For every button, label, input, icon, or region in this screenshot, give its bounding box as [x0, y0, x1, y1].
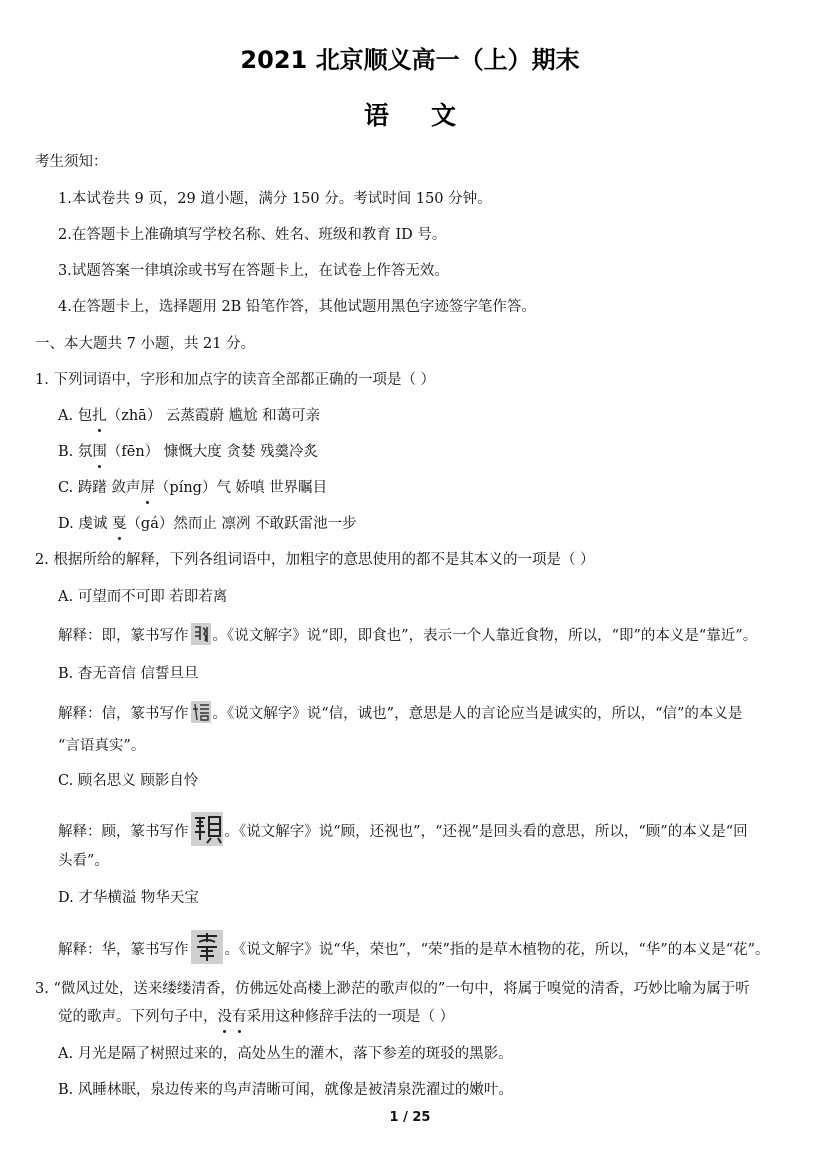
question-3-stem-cont	[58, 1007, 454, 1027]
notice-item: 4.在答题卡上，选择题用 2B 铅笔作答，其他试题用黑色字迹签字笔作答。	[58, 299, 536, 315]
page-number: 1 / 25	[389, 1110, 431, 1125]
q2-explanation-b-cont: “言语真实”。	[58, 738, 146, 754]
explanation-text: 解释：即，篆书写作	[58, 628, 189, 644]
seal-script-image	[191, 812, 223, 846]
q2-option-d: D. 才华横溢 物华天宝	[58, 890, 199, 906]
notice-item: 1.本试卷共 9 页，29 道小题，满分 150 分。考试时间 150 分钟。	[58, 191, 492, 207]
option-text: D. 虔诚	[58, 516, 112, 532]
explanation-text: 解释：华，篆书写作	[58, 942, 189, 958]
section-heading: 一、本大题共 7 小题，共 21 分。	[35, 336, 256, 352]
seal-script-image	[191, 701, 211, 723]
dotted-char: 围	[92, 444, 107, 460]
stem-text: 觉的歌声。下列句子中，	[58, 1009, 218, 1025]
notice-item: 2.在答题卡上准确填写学校名称、姓名、班级和教育 ID 号。	[58, 227, 447, 243]
dotted-char: 戛	[111, 516, 127, 532]
explanation-text: 。《说文解字》说“华，荣也”，“荣”指的是草木植物的花，所以，“华”的本义是“花”。	[224, 942, 770, 958]
subject-title: 语文	[363, 101, 498, 130]
exam-title: 2021 北京顺义高一（上）期末	[240, 46, 580, 74]
question-3-stem: 3. “微风过处，送来缕缕清香，仿佛远处高楼上渺茫的歌声似的”一句中，将属于嗅觉的清香，巧妙比喻为属于听	[35, 981, 750, 997]
dotted-char: 屏	[140, 480, 155, 496]
q1-option-a	[58, 406, 320, 426]
q1-option-d	[58, 514, 357, 534]
notice-heading: 考生须知：	[35, 154, 108, 170]
seal-script-image	[191, 623, 211, 645]
dotted-char: 没	[217, 1009, 232, 1025]
explanation-text: 解释：信，篆书写作	[58, 706, 189, 722]
q2-option-b: B. 杳无音信 信誓旦旦	[58, 666, 199, 682]
option-text: （fēn） 慷慨大度 贪婪 残羹冷炙	[106, 444, 318, 460]
option-text: B. 氛	[58, 444, 93, 460]
option-text: （gá）然而止 凛冽 不敢跃雷池一步	[126, 516, 357, 532]
notice-item: 3.试题答案一律填涂或书写在答题卡上，在试卷上作答无效。	[58, 263, 449, 279]
q3-option-b: B. 风睡林眠，泉边传来的鸟声清晰可闻，就像是被清泉洗濯过的嫩叶。	[58, 1082, 513, 1098]
explanation-text: 解释：顾，篆书写作	[58, 824, 189, 840]
q2-explanation-d	[58, 933, 770, 967]
q2-option-c: C. 顾名思义 顾影自怜	[58, 773, 199, 789]
option-text: C. 踌躇 敛声	[58, 480, 141, 496]
option-text: （zhā） 云蒸霞蔚 尴尬 和蔼可亲	[106, 408, 321, 424]
explanation-text: 。《说文解字》说“顾，还视也”，“还视”是回头看的意思，所以，“顾”的本义是“回	[224, 824, 748, 840]
q2-explanation-c	[58, 815, 748, 849]
explanation-text: 。《说文解字》说“即，即食也”，表示一个人靠近食物，所以，“即”的本义是“靠近”。	[212, 628, 758, 644]
q3-option-a: A. 月光是隔了树照过来的，高处丛生的灌木，落下参差的斑驳的黑影。	[58, 1046, 513, 1062]
stem-text: 采用这种修辞手法的一项是（ ）	[246, 1009, 455, 1025]
dotted-char: 扎	[92, 408, 107, 424]
q1-option-b	[58, 442, 318, 462]
question-2-stem: 2. 根据所给的解释，下列各组词语中，加粗字的意思使用的都不是其本义的一项是（ ）	[35, 552, 595, 568]
explanation-text: 。《说文解字》说“信，诚也”，意思是人的言论应当是诚实的，所以，“信”的本义是	[212, 706, 743, 722]
q2-explanation-b	[58, 703, 742, 725]
option-text: （píng）气 娇嗔 世界瞩目	[154, 480, 328, 496]
q2-explanation-c-cont: 头看”。	[58, 853, 109, 869]
seal-script-image	[191, 930, 223, 964]
option-text: A. 包	[58, 408, 93, 424]
dotted-char: 有	[232, 1009, 247, 1025]
q2-option-a: A. 可望而不可即 若即若离	[58, 589, 228, 605]
question-1-stem: 1. 下列词语中，字形和加点字的读音全部都正确的一项是（ ）	[35, 372, 436, 388]
q2-explanation-a	[58, 625, 757, 647]
q1-option-c	[58, 478, 327, 498]
